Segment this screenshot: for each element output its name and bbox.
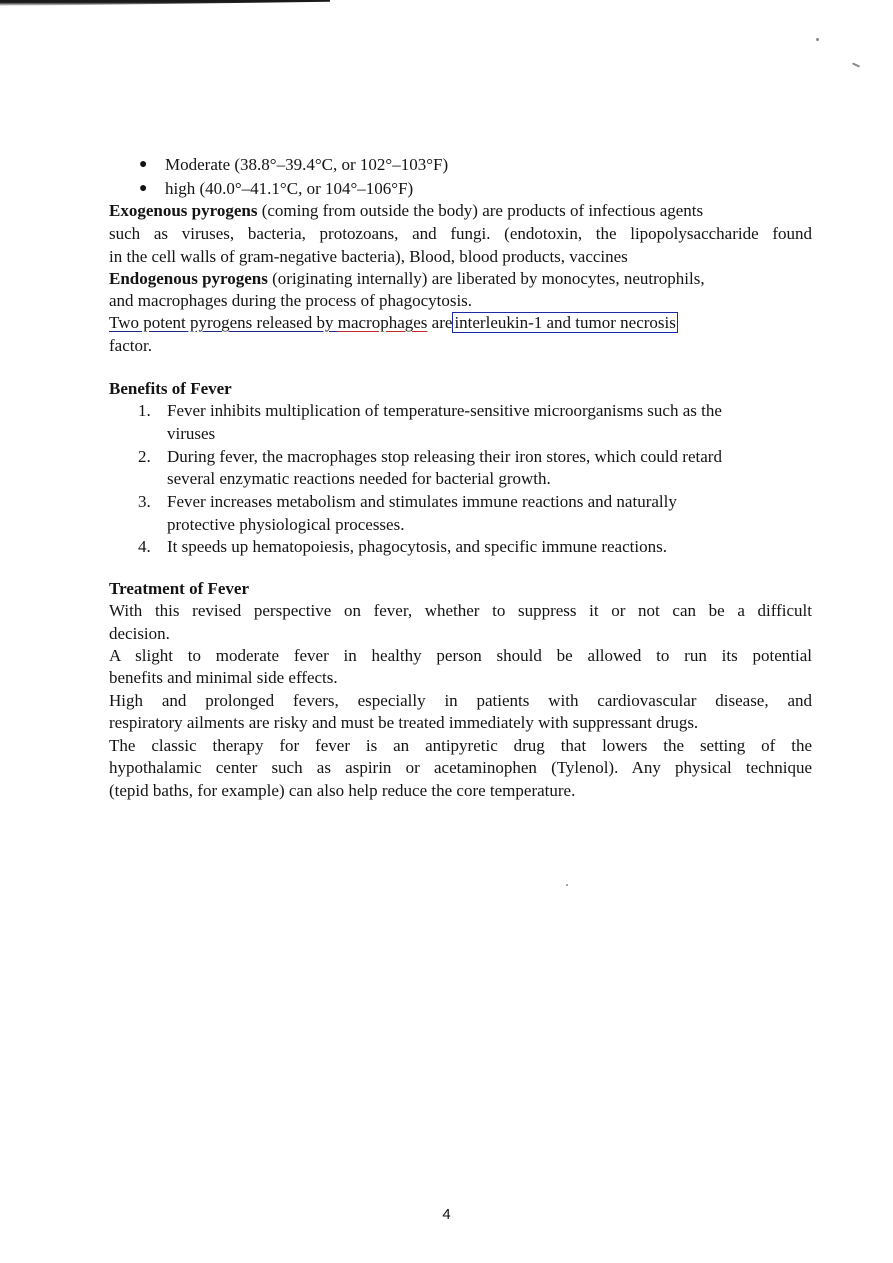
treatment-line-9: (tepid baths, for example) can also help reduce the core temperature.	[109, 781, 576, 800]
benefit-number: 3.	[138, 492, 151, 511]
potent-pyrogens-line: Two potent pyrogens released by macrophages are interleukin-1 and tumor necrosis	[109, 313, 676, 332]
treatment-heading: Treatment of Fever	[109, 579, 250, 598]
benefit-number: 2.	[138, 447, 151, 466]
endogenous-line-2: and macrophages during the process of phagocytosis.	[109, 291, 473, 310]
treatment-line-1: With this revised perspective on fever, whether to suppress it or not can be a difficult	[109, 601, 812, 620]
benefit-item-3-line-1: Fever increases metabolism and stimulates immune reactions and naturally	[167, 492, 677, 511]
treatment-line-6: respiratory ailments are risky and must be treated immediately with suppressant drugs.	[109, 713, 699, 732]
treatment-line-3: A slight to moderate fever in healthy person should be allowed to run its potential	[109, 646, 812, 665]
scan-edge-shadow	[0, 0, 330, 6]
benefit-item-3-line-2: protective physiological processes.	[167, 515, 405, 534]
potent-pyrogens-line-2: factor.	[109, 336, 152, 355]
benefit-item-2-line-1: During fever, the macrophages stop releasing their iron stores, which could retard	[167, 447, 722, 466]
underlined-macrophages: macrophages	[337, 313, 428, 332]
treatment-line-4: benefits and minimal side effects.	[109, 668, 338, 687]
bullet-icon: ●	[139, 157, 148, 172]
fever-level-high: high (40.0°–41.1°C, or 104°–106°F)	[165, 179, 414, 198]
underlined-phrase: Two potent pyrogens released by	[109, 313, 338, 332]
benefits-heading: Benefits of Fever	[109, 379, 232, 398]
exogenous-line-3: in the cell walls of gram-negative bacteria), Blood, blood products, vaccines	[109, 247, 628, 266]
endogenous-term: Endogenous pyrogens	[109, 269, 268, 288]
exogenous-line-2: such as viruses, bacteria, protozoans, and fungi. (endotoxin, the lipopolysaccharide found	[109, 224, 812, 243]
treatment-line-2: decision.	[109, 624, 170, 643]
endogenous-line-1: Endogenous pyrogens (originating internally) are liberated by monocytes, neutrophils,	[109, 269, 705, 288]
treatment-line-7: The classic therapy for fever is an antipyretic drug that lowers the setting of the	[109, 736, 812, 755]
benefit-item-1-line-2: viruses	[167, 424, 216, 443]
benefit-number: 4.	[138, 537, 151, 556]
scan-speck	[566, 884, 568, 886]
page-number: 4	[442, 1206, 451, 1223]
scan-speck	[852, 62, 860, 67]
benefit-item-4-line-1: It speeds up hematopoiesis, phagocytosis, and specific immune reactions.	[167, 537, 667, 556]
benefit-number: 1.	[138, 401, 151, 420]
scan-speck	[816, 38, 819, 41]
fever-level-moderate: Moderate (38.8°–39.4°C, or 102°–103°F)	[165, 155, 449, 174]
treatment-line-5: High and prolonged fevers, especially in patients with cardiovascular disease, and	[109, 691, 812, 710]
benefit-item-2-line-2: several enzymatic reactions needed for bacterial growth.	[167, 469, 551, 488]
exogenous-term: Exogenous pyrogens	[109, 201, 258, 220]
treatment-line-8: hypothalamic center such as aspirin or acetaminophen (Tylenol). Any physical technique	[109, 758, 812, 777]
exogenous-line-1: Exogenous pyrogens (coming from outside the body) are products of infectious agents	[109, 201, 704, 220]
benefit-item-1-line-1: Fever inhibits multiplication of temperature-sensitive microorganisms such as the	[167, 401, 722, 420]
boxed-cytokines: interleukin-1 and tumor necrosis	[454, 313, 676, 332]
bullet-icon: ●	[139, 181, 148, 196]
